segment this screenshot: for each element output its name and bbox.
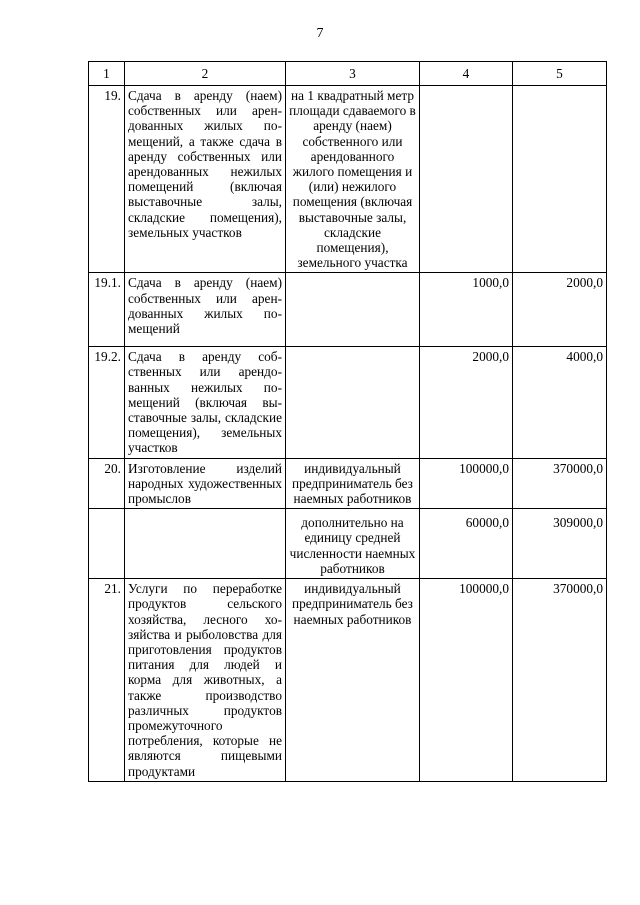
value-cell: 2000,0 xyxy=(420,347,513,458)
header-cell: 2 xyxy=(125,62,286,86)
table-header-row xyxy=(89,62,607,86)
empty-cell xyxy=(125,509,286,579)
unit-cell: на 1 квадратный метр площади сдаваемого в аренду (наем) собственного или арендованного жилого помещения и (или) нежилого помещения (включая выставочные залы, складские помещения), земельного участка xyxy=(286,86,420,273)
activity-cell: Сдача в аренду собственных или арендованных нежилых помещений (включая выставочные залы, складские помещения), земельных участков xyxy=(125,347,286,458)
activity-cell: Изготовление изделий народных художественных промыслов xyxy=(125,458,286,509)
table-row xyxy=(89,347,607,458)
value-cell: 60000,0 xyxy=(420,509,513,579)
value-cell: 4000,0 xyxy=(513,347,607,458)
empty-cell xyxy=(89,509,125,579)
header-cell: 1 xyxy=(89,62,125,86)
header-cell: 4 xyxy=(420,62,513,86)
unit-cell xyxy=(286,347,420,458)
activity-cell: Сдача в аренду (наем) собственных или арендованных жилых помещений xyxy=(125,273,286,347)
row-number: 19. xyxy=(89,86,125,273)
table-row xyxy=(89,86,607,273)
row-number: 19.2. xyxy=(89,347,125,458)
value-cell: 2000,0 xyxy=(513,273,607,347)
activity-cell: Сдача в аренду (наем) собственных или арендованных жилых помещений, а также сдача в аренду собственных или арендованных нежилых помещений (включая выставочные залы, складские помещения), земельных участков xyxy=(125,86,286,273)
unit-cell xyxy=(286,273,420,347)
value-cell: 309000,0 xyxy=(513,509,607,579)
value-cell: 100000,0 xyxy=(420,458,513,509)
page-number: 7 xyxy=(316,26,324,41)
value-cell: 1000,0 xyxy=(420,273,513,347)
row-number: 20. xyxy=(89,458,125,509)
unit-cell: индивидуальный предприниматель без наемных работников xyxy=(286,458,420,509)
unit-cell: дополнительно на единицу средней численности наемных работников xyxy=(286,509,420,579)
table-row xyxy=(89,273,607,347)
value-cell xyxy=(513,86,607,273)
table-row xyxy=(89,579,607,782)
row-number: 19.1. xyxy=(89,273,125,347)
row-number: 21. xyxy=(89,579,125,782)
value-cell: 370000,0 xyxy=(513,458,607,509)
value-cell xyxy=(420,86,513,273)
table-row xyxy=(89,458,607,509)
activity-cell: Услуги по переработке продуктов сельского хозяйства, лесного хозяйства и рыболовства для приготовления продуктов питания для людей и корма для животных, а также производство различных продуктов промежуточного потребления, которые не являются пищевыми продуктами xyxy=(125,579,286,782)
header-cell: 3 xyxy=(286,62,420,86)
table-row xyxy=(89,509,607,579)
value-cell: 100000,0 xyxy=(420,579,513,782)
value-cell: 370000,0 xyxy=(513,579,607,782)
rates-table xyxy=(88,61,607,782)
unit-cell: индивидуальный предприниматель без наемных работников xyxy=(286,579,420,782)
header-cell: 5 xyxy=(513,62,607,86)
